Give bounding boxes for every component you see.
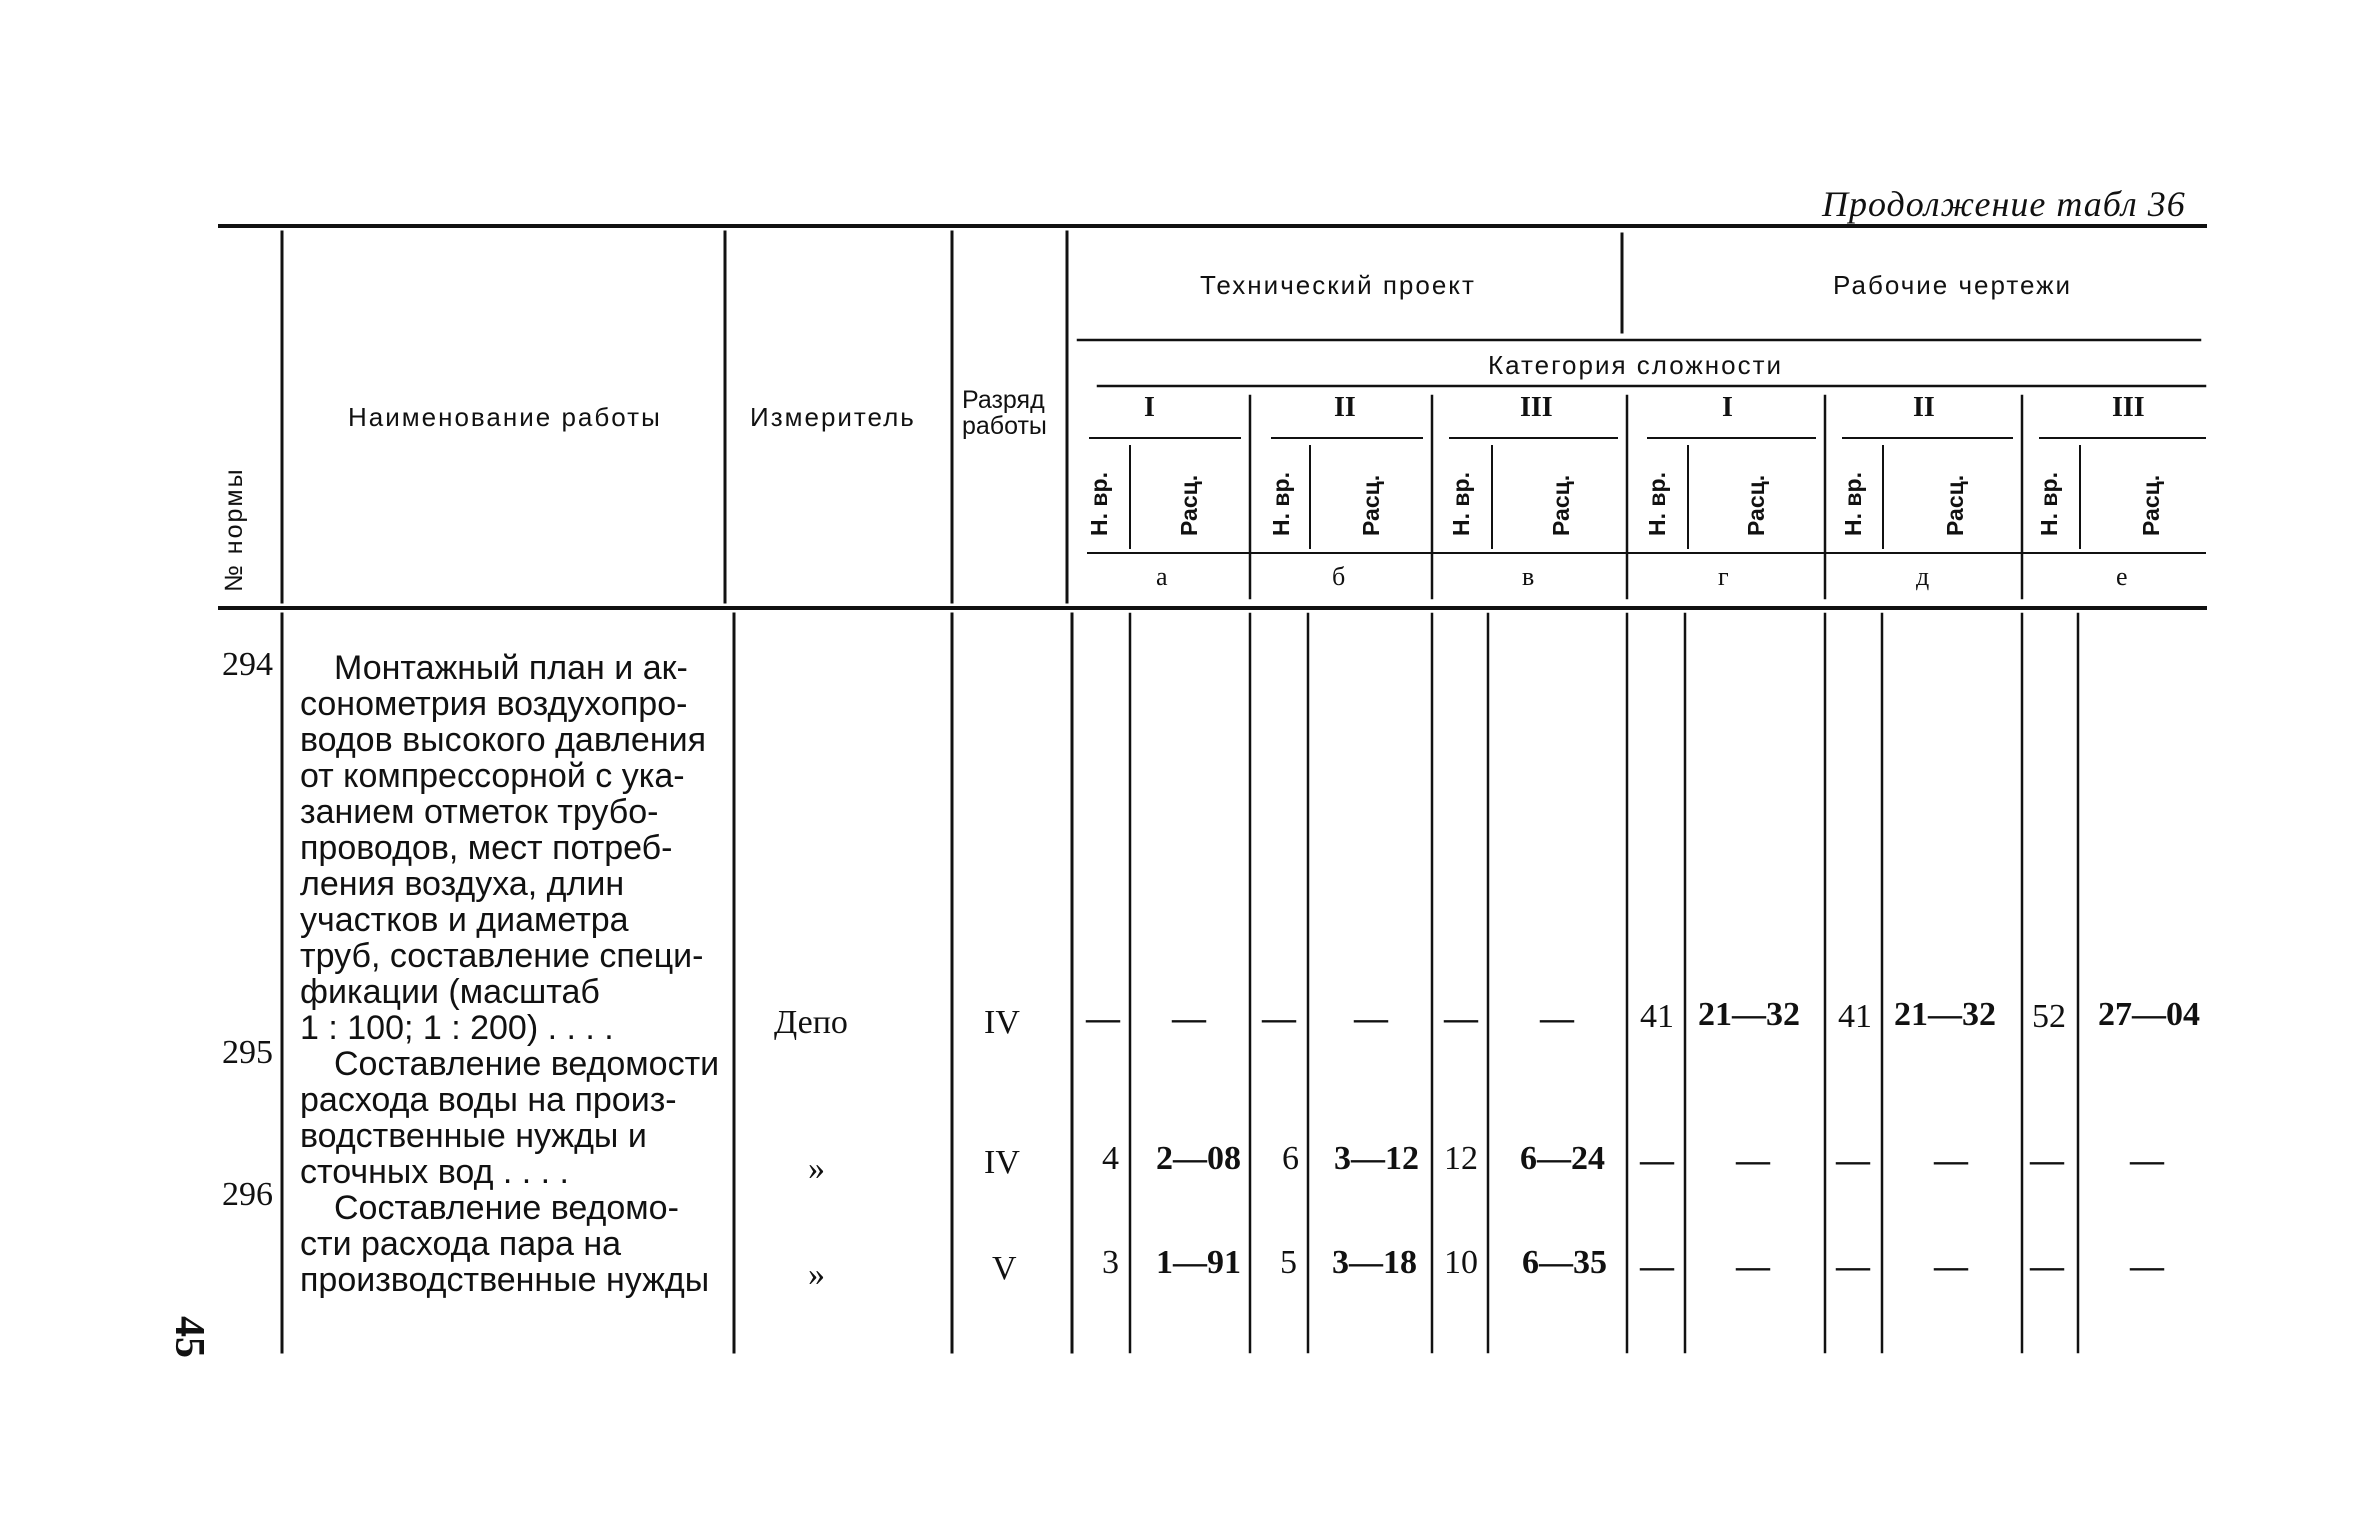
header-grade-line1: Разряд: [962, 386, 1045, 414]
subheader-rate: Расц.: [2138, 474, 2164, 536]
subheader-time: Н. вр.: [1644, 472, 1670, 536]
subheader-rate: Расц.: [1743, 474, 1769, 536]
column-letter: е: [2116, 562, 2128, 591]
value-cell: 6—35: [1522, 1244, 1607, 1281]
description-line: сти расхода пара на: [300, 1225, 622, 1263]
value-cell: —: [1086, 1000, 1120, 1037]
category-label: III: [2112, 392, 2145, 423]
description-line: водственные нужды и: [300, 1117, 647, 1155]
value-cell: 12: [1444, 1140, 1478, 1177]
value-cell: —: [1444, 1000, 1478, 1037]
value-cell: —: [1172, 1000, 1206, 1037]
description-line: участков и диаметра: [300, 901, 629, 939]
subheader-time: Н. вр.: [1268, 472, 1294, 536]
row-number: 294: [222, 646, 273, 683]
row-grade: IV: [984, 1004, 1020, 1041]
value-cell: —: [2130, 1248, 2164, 1285]
column-letter: г: [1718, 562, 1729, 591]
description-line: Составление ведомо-: [334, 1189, 679, 1227]
value-cell: —: [1736, 1142, 1770, 1179]
subheader-rate: Расц.: [1942, 474, 1968, 536]
value-cell: 1—91: [1156, 1244, 1241, 1281]
value-cell: 21—32: [1698, 996, 1800, 1033]
description-line: 1 : 100; 1 : 200) . . . .: [300, 1009, 614, 1047]
description-line: производственные нужды: [300, 1261, 710, 1299]
column-letter: а: [1156, 562, 1168, 591]
value-cell: —: [2030, 1142, 2064, 1179]
value-cell: 52: [2032, 998, 2066, 1035]
description-line: водов высокого давления: [300, 721, 707, 759]
value-cell: —: [1836, 1248, 1870, 1285]
header-tech-project: Технический проект: [1200, 270, 1476, 300]
value-cell: —: [1836, 1142, 1870, 1179]
value-cell: 27—04: [2098, 996, 2200, 1033]
subheader-time: Н. вр.: [1086, 472, 1112, 536]
subheader-time: Н. вр.: [2036, 472, 2062, 536]
description-line: проводов, мест потреб-: [300, 829, 673, 867]
header-number: № нормы: [220, 467, 248, 592]
category-label: I: [1722, 392, 1733, 423]
value-cell: —: [2130, 1142, 2164, 1179]
description-line: сонометрия воздухопро-: [300, 685, 688, 723]
value-cell: 6: [1282, 1140, 1299, 1177]
value-cell: 41: [1838, 998, 1872, 1035]
header-name: Наименование работы: [348, 402, 662, 432]
value-cell: —: [1934, 1142, 1968, 1179]
value-cell: —: [1354, 1000, 1388, 1037]
row-description: [300, 1190, 709, 1298]
continuation-caption: Продолжение табл 36: [1822, 184, 2186, 224]
subheader-time: Н. вр.: [1448, 472, 1474, 536]
row-grade: IV: [984, 1144, 1020, 1181]
subheader-rate: Расц.: [1548, 474, 1574, 536]
description-line: от компрессорной с ука-: [300, 757, 685, 795]
column-letter: в: [1522, 562, 1535, 591]
value-cell: 10: [1444, 1244, 1478, 1281]
row-grade: V: [992, 1250, 1017, 1287]
column-letter: б: [1332, 562, 1346, 591]
row-number: 295: [222, 1034, 273, 1071]
subheader-rate: Расц.: [1358, 474, 1384, 536]
value-cell: —: [2030, 1248, 2064, 1285]
category-label: II: [1913, 392, 1935, 423]
value-cell: 41: [1640, 998, 1674, 1035]
row-unit: »: [808, 1256, 825, 1293]
column-letter: д: [1916, 562, 1930, 591]
value-cell: 5: [1280, 1244, 1297, 1281]
header-working-drawings: Рабочие чертежи: [1833, 270, 2073, 300]
description-line: ления воздуха, длин: [300, 865, 625, 903]
header-complexity: Категория сложности: [1488, 350, 1784, 380]
value-cell: 3—18: [1332, 1244, 1417, 1281]
description-line: фикации (масштаб: [300, 973, 600, 1011]
value-cell: 2—08: [1156, 1140, 1241, 1177]
value-cell: 4: [1102, 1140, 1119, 1177]
value-cell: 6—24: [1520, 1140, 1605, 1177]
category-label: III: [1520, 392, 1553, 423]
description-line: занием отметок трубо-: [300, 793, 659, 831]
category-label: II: [1334, 392, 1356, 423]
row-number: 296: [222, 1176, 273, 1213]
value-cell: —: [1640, 1248, 1674, 1285]
header-grade-line2: работы: [962, 412, 1047, 440]
value-cell: —: [1640, 1142, 1674, 1179]
value-cell: 3: [1102, 1244, 1119, 1281]
row-description: [300, 1046, 719, 1190]
description-line: Монтажный план и ак-: [334, 649, 688, 687]
row-unit: »: [808, 1150, 825, 1187]
description-line: Составление ведомости: [334, 1045, 720, 1083]
page-number: 45: [166, 1316, 212, 1358]
value-cell: —: [1736, 1248, 1770, 1285]
row-description: [300, 650, 706, 1046]
category-label: I: [1144, 392, 1155, 423]
value-cell: —: [1934, 1248, 1968, 1285]
value-cell: 21—32: [1894, 996, 1996, 1033]
value-cell: —: [1540, 1000, 1574, 1037]
row-unit: Депо: [774, 1004, 848, 1041]
value-cell: —: [1262, 1000, 1296, 1037]
description-line: труб, составление специ-: [300, 937, 704, 975]
header-unit: Измеритель: [750, 402, 916, 432]
description-line: сточных вод . . . .: [300, 1153, 569, 1191]
subheader-rate: Расц.: [1176, 474, 1202, 536]
description-line: расхода воды на произ-: [300, 1081, 677, 1119]
subheader-time: Н. вр.: [1840, 472, 1866, 536]
value-cell: 3—12: [1334, 1140, 1419, 1177]
